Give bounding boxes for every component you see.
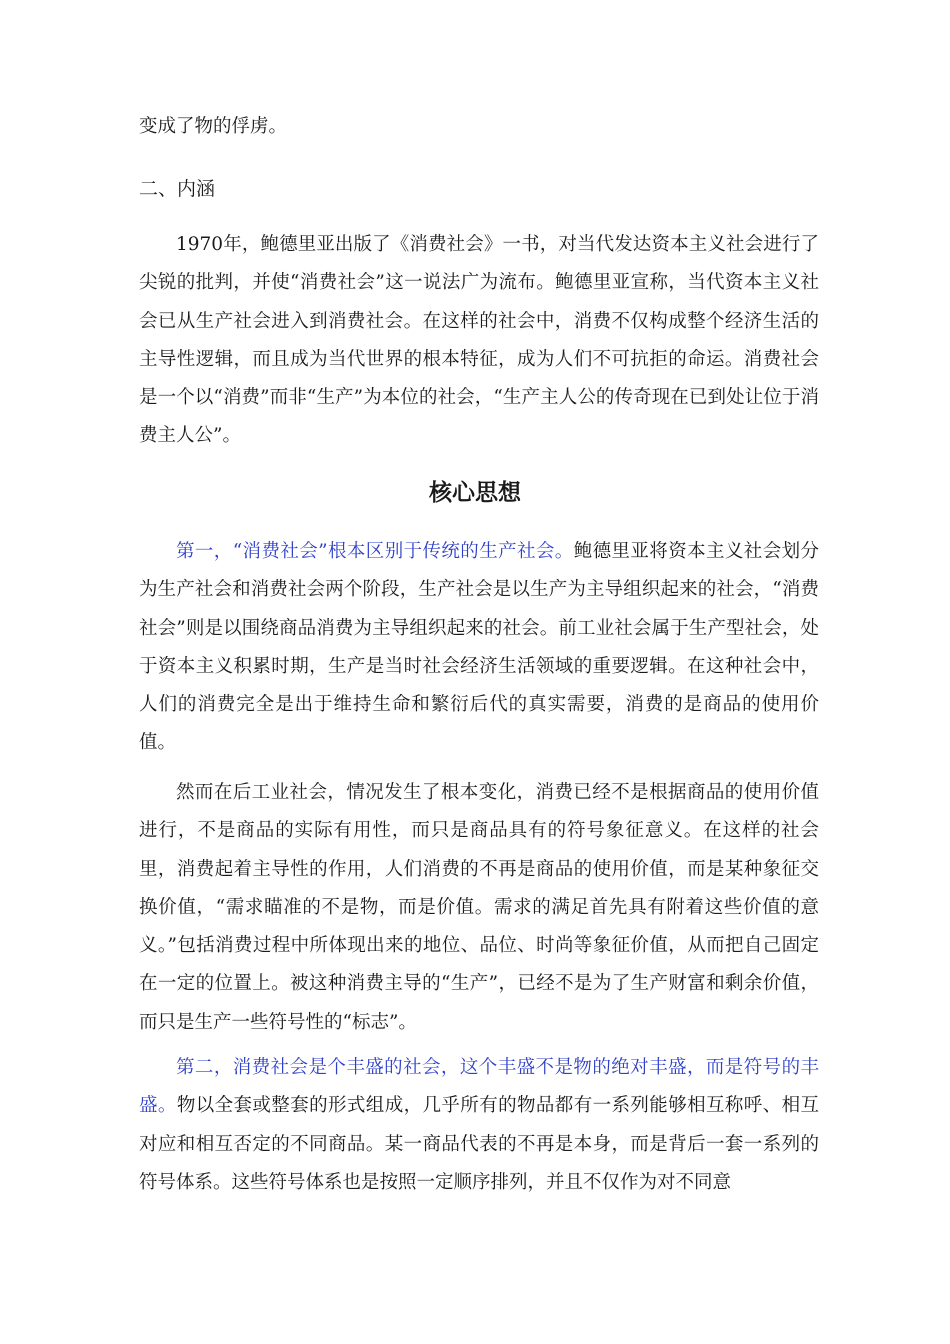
body-second-point: 物以全套或整套的形式组成，几乎所有的物品都有一系列能够相互称呼、相互对应和相互否定的不同商品。某一商品代表的不再是本身，而是背后一套一系列的符号体系。这些符号体系也是按照一定顺序排列，并且不仅作为对不同意	[139, 1095, 819, 1193]
paragraph-continuation: 变成了物的俘虏。	[139, 116, 288, 137]
highlight-first-point: 第一，“消费社会”根本区别于传统的生产社会。	[176, 541, 574, 562]
highlight-second-point: 第二，消费社会是个丰盛的社会，这个丰盛不是物的绝对丰盛，而是符号的丰盛。	[139, 1057, 819, 1117]
body-first-point: 鲍德里亚将资本主义社会划分为生产社会和消费社会两个阶段，生产社会是以生产为主导组织起来的社会，“消费社会”则是以围绕商品消费为主导组织起来的社会。前工业社会属于生产型社会，处于资本主义积累时期，生产是当时社会经济生活领域的重要逻辑。在这种社会中，人们的消费完全是出于维持生命和繁衍后代的真实需要，消费的是商品的使用价值。	[139, 541, 819, 754]
section-heading: 二、内涵	[139, 178, 216, 200]
paragraph-intro: 1970年，鲍德里亚出版了《消费社会》一书，对当代发达资本主义社会进行了尖锐的批判，并使“消费社会”这一说法广为流布。鲍德里亚宣称，当代资本主义社会已从生产社会进入到消费社会。在这样的社会中，消费不仅构成整个经济生活的主导性逻辑，而且成为当代世界的根本特征，成为人们不可抗拒的命运。消费社会是一个以“消费”而非“生产”为本位的社会，“生产主人公的传奇现在已到处让位于消费主人公”。	[139, 234, 819, 447]
main-heading: 核心思想	[429, 479, 521, 506]
paragraph-second-point	[139, 1049, 819, 1202]
paragraph-first-point	[139, 533, 819, 763]
paragraph-post-industrial: 然而在后工业社会，情况发生了根本变化，消费已经不是根据商品的使用价值进行，不是商品的实际有用性，而只是商品具有的符号象征意义。在这样的社会里，消费起着主导性的作用，人们消费的不再是商品的使用价值，而是某种象征交换价值，“需求瞄准的不是物，而是价值。需求的满足首先具有附着这些价值的意义。”包括消费过程中所体现出来的地位、品位、时尚等象征价值，从而把自己固定在一定的位置上。被这种消费主导的“生产”，已经不是为了生产财富和剩余价值，而只是生产一些符号性的“标志”。	[139, 782, 819, 1033]
